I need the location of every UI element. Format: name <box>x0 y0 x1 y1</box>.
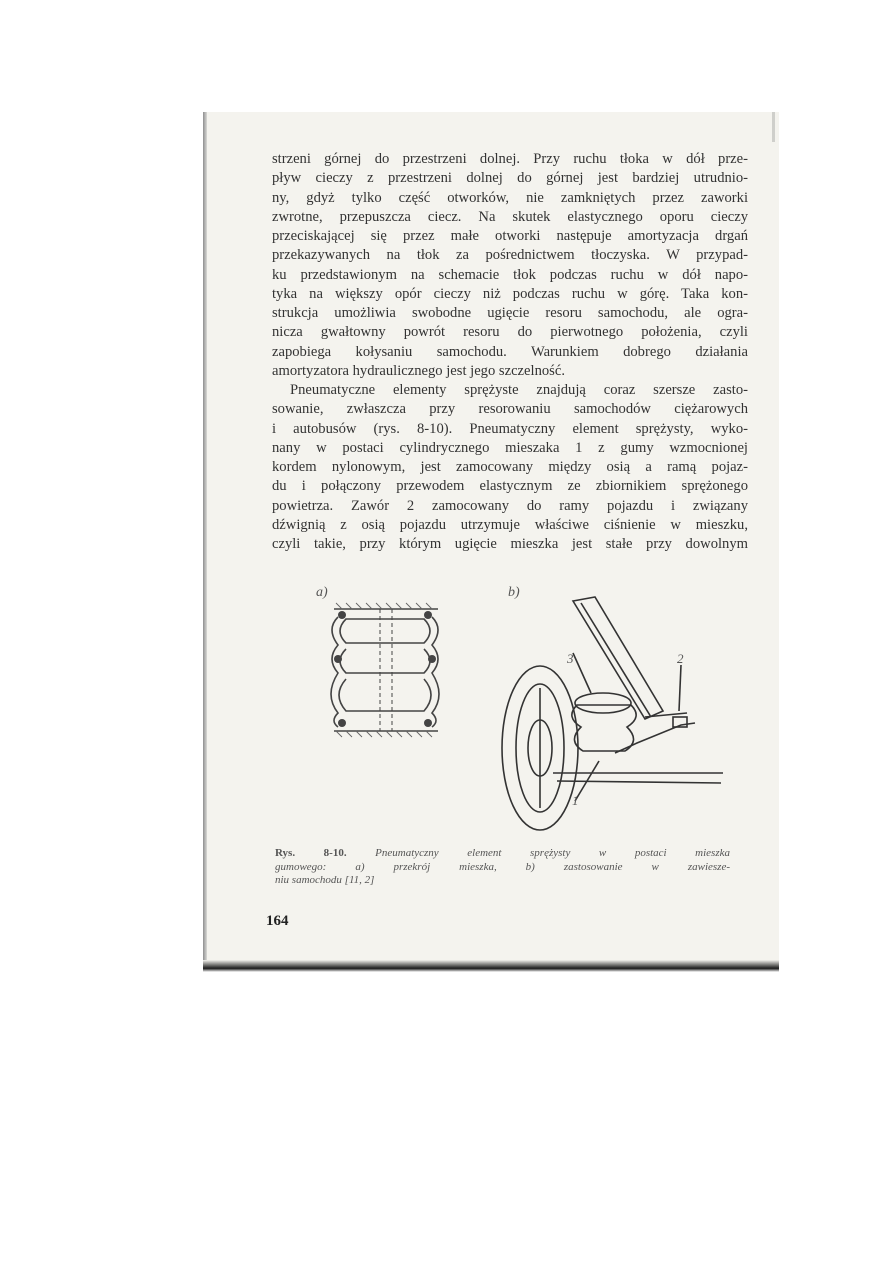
page-number: 164 <box>266 913 289 929</box>
text-line: ny, gdyż tylko część otworków, nie zamkniętych przez zaworki <box>272 189 748 206</box>
text-line: du i połączony przewodem elastycznym ze zbiornikiem sprężonego <box>272 478 748 495</box>
callout-3: 3 <box>567 651 574 666</box>
text-line: amortyzatora hydraulicznego jest jego szczelność. <box>272 362 565 379</box>
caption-ref: Rys. 8-10. <box>275 847 347 859</box>
text-line: ku przedstawionym na schemacie tłok podczas ruchu w dół napo- <box>272 266 748 283</box>
callout-2: 2 <box>677 651 684 666</box>
text-line: strukcja umożliwia swobodne ugięcie resoru samochodu, ale ogra- <box>272 305 748 321</box>
text-line: kordem nylonowym, jest zamocowany między osią a ramą pojaz- <box>272 459 748 475</box>
caption-line-3: niu samochodu [11, 2] <box>275 874 375 886</box>
paragraph-2 <box>272 381 748 554</box>
figure-label-a: a) <box>316 585 328 600</box>
text-line: pływ cieczy z przestrzeni dolnej do górnej jest bardziej utrudnio- <box>272 170 748 187</box>
suspension-application-drawing <box>495 593 735 838</box>
paragraph-1 <box>272 150 748 381</box>
callout-1: 1 <box>572 793 579 808</box>
text-line: dźwignią z osią pojazdu utrzymuje właściwe ciśnienie w mieszku, <box>272 516 748 533</box>
bellows-cross-section-drawing <box>320 599 450 739</box>
body-text <box>272 150 748 554</box>
figure-label-b: b) <box>508 585 520 600</box>
caption-text-1: Pneumatyczny element sprężysty w postaci mieszka <box>375 847 730 859</box>
text-line: nicza gwałtowny powrót resoru do pierwotnego położenia, czyli <box>272 324 748 341</box>
text-line: powietrza. Zawór 2 zamocowany do ramy pojazdu i związany <box>272 497 748 514</box>
text-line: tyka na większy opór cieczy niż podczas ruchu w górę. Taka kon- <box>272 285 748 302</box>
caption-line-1 <box>275 847 730 861</box>
text-line: sowanie, zwłaszcza przy resorowaniu samochodów ciężarowych <box>272 401 748 418</box>
text-line: zapobiega kołysaniu samochodu. Warunkiem dobrego działania <box>272 343 748 360</box>
page-bottom-edge <box>203 960 779 972</box>
text-line: przeciskającej się przez małe otworki następuje amortyzacja drgań <box>272 228 748 244</box>
figure-8-10 <box>300 585 740 840</box>
text-line: czyli takie, przy którym ugięcie mieszka jest stałe przy dowolnym <box>272 536 748 552</box>
figure-caption <box>275 847 730 888</box>
text-line: Pneumatyczne elementy sprężyste znajdują coraz szersze zasto- <box>290 382 748 398</box>
text-line: zwrotne, przepuszcza ciecz. Na skutek elastycznego oporu cieczy <box>272 208 748 225</box>
text-line: i autobusów (rys. 8-10). Pneumatyczny element sprężysty, wyko- <box>272 420 748 437</box>
text-line: przekazywanych na tłok za pośrednictwem tłoczyska. W przypad- <box>272 247 748 264</box>
page-edge-mark <box>772 112 775 142</box>
page-edge-shadow <box>203 112 207 970</box>
caption-line-2: gumowego: a) przekrój mieszka, b) zastosowanie w zawiesze- <box>275 860 730 873</box>
text-line: strzeni górnej do przestrzeni dolnej. Przy ruchu tłoka w dół prze- <box>272 151 748 167</box>
text-line: nany w postaci cylindrycznego mieszaka 1 z gumy wzmocnionej <box>272 439 748 456</box>
